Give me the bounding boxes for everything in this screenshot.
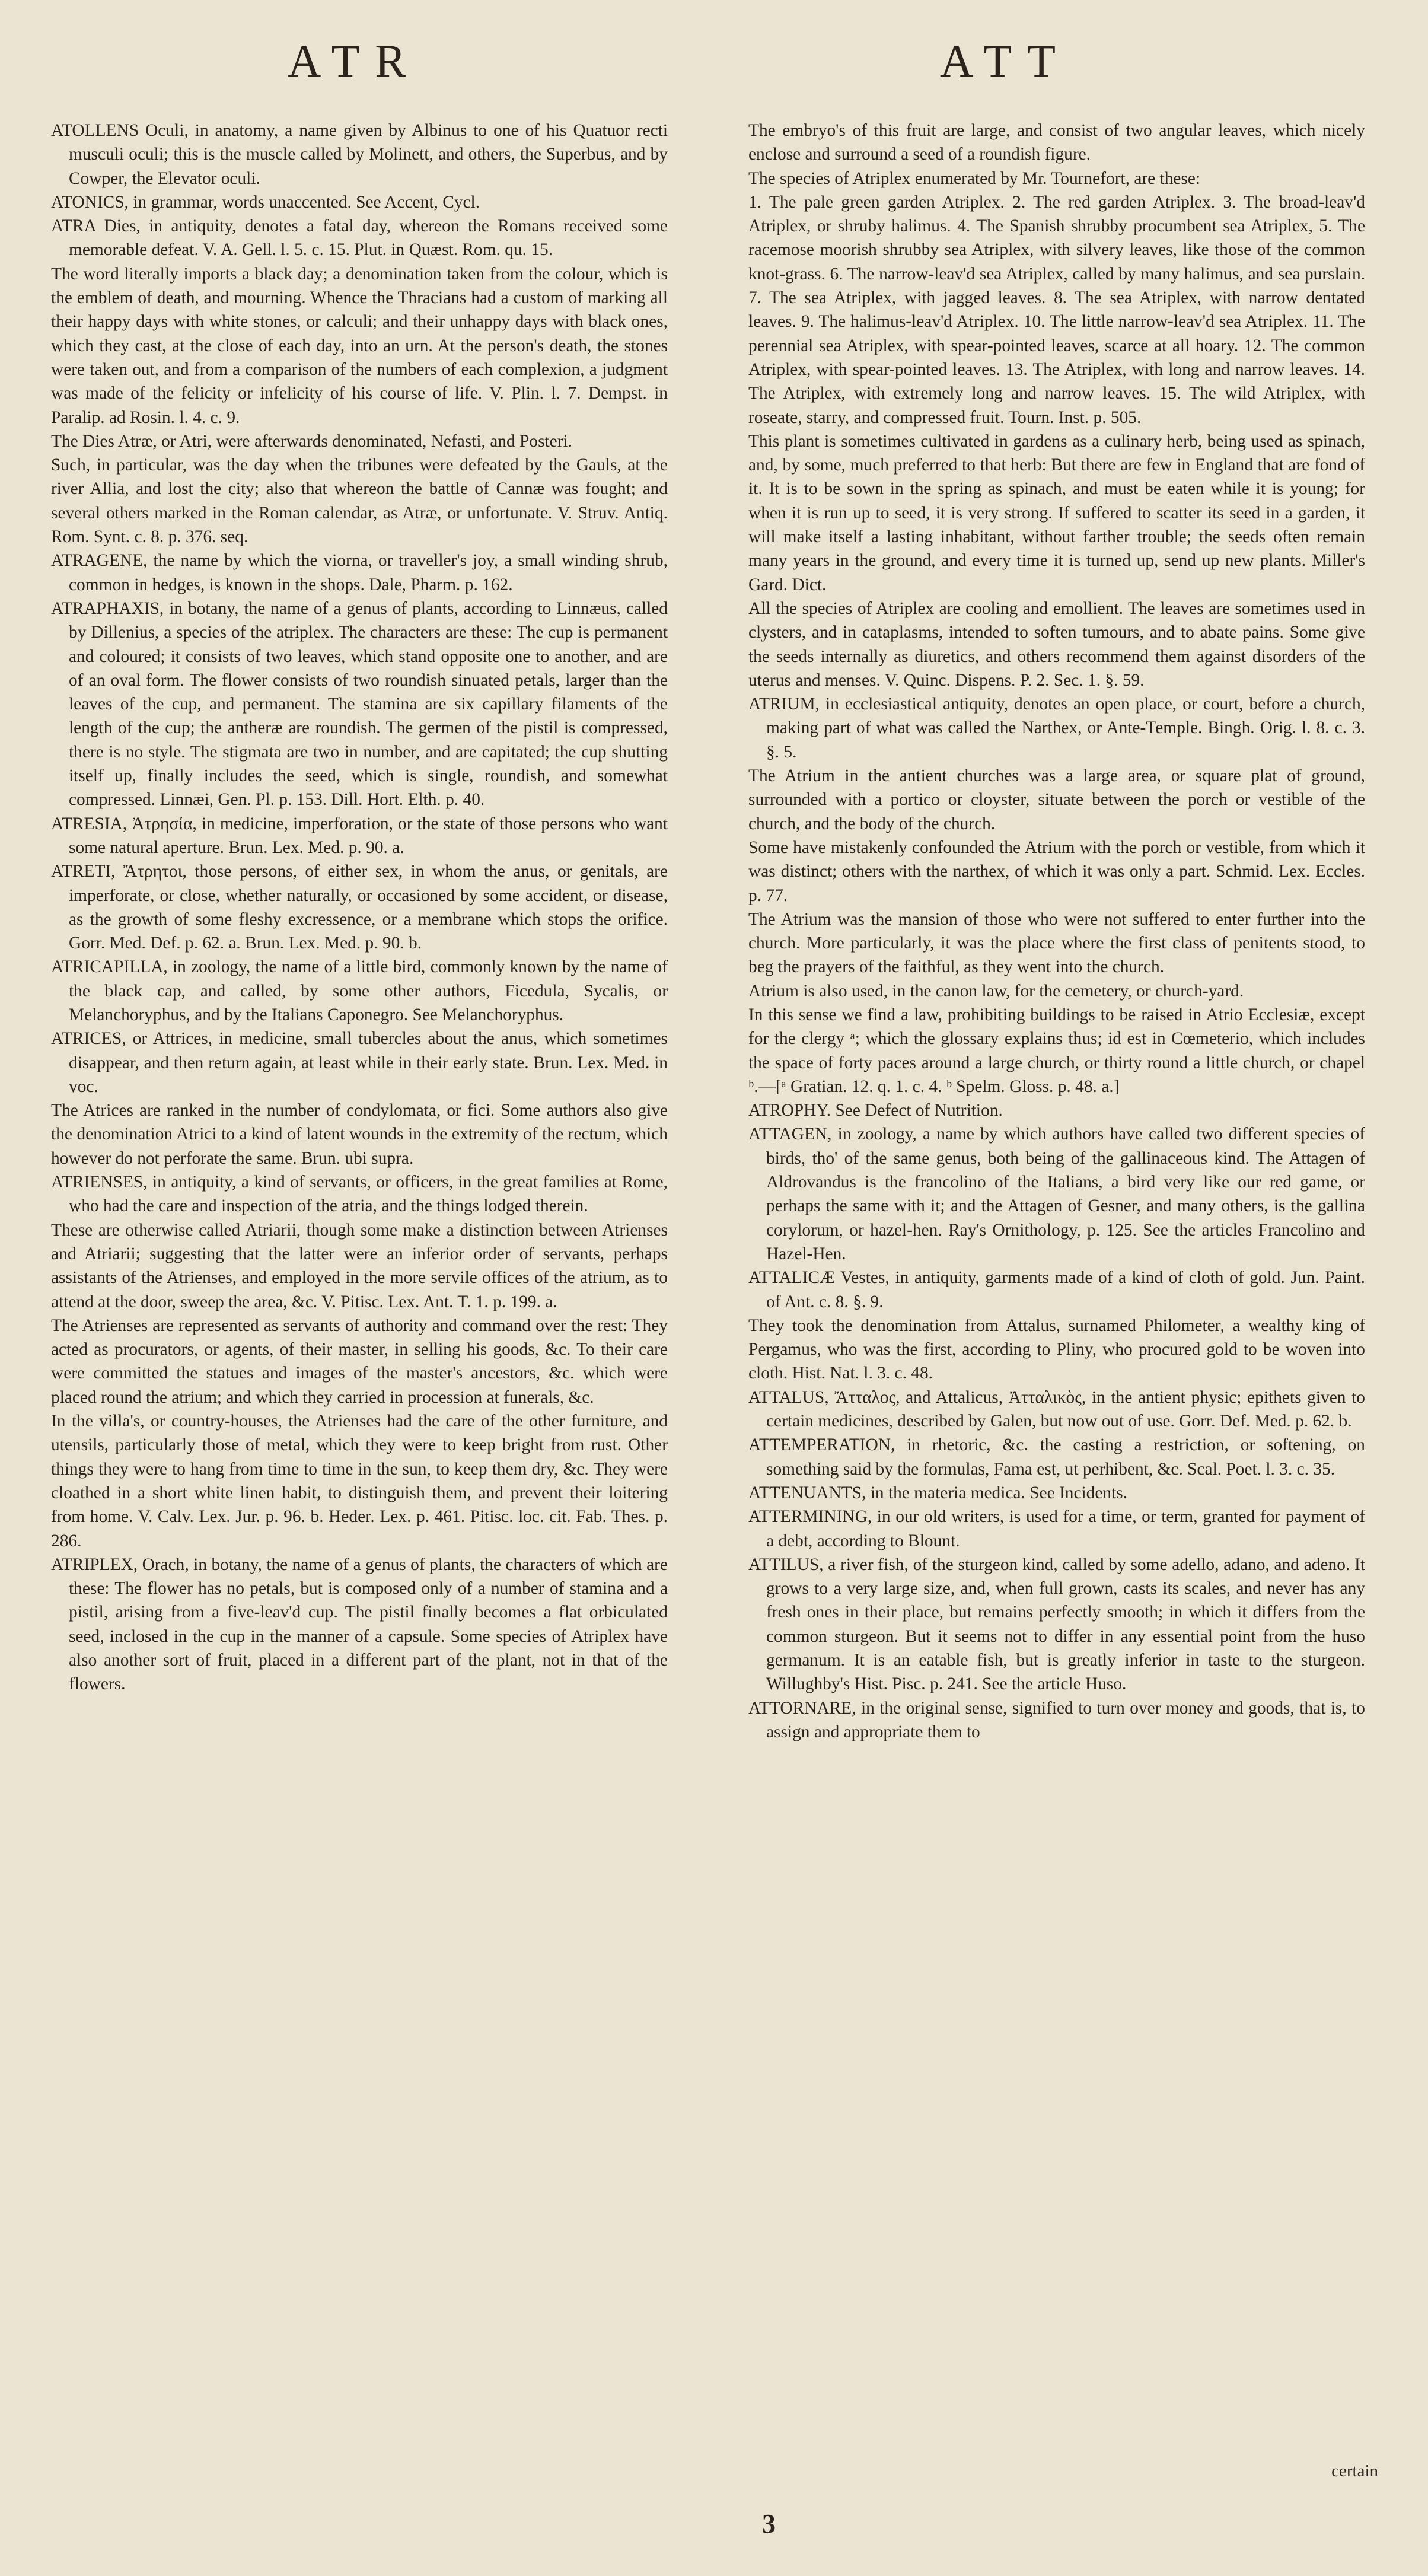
right-column [748, 119, 1365, 1744]
entry-paragraph: The Atrienses are represented as servants of authority and command over the rest: They acted as procurators, or agents, of their master, in selling his goods, &c. To their care were committed the statues and images of the master's ancestors, &c. which were placed round the atrium; and which they carried in procession at funerals, &c. [51, 1316, 668, 1407]
entry-paragraph: Some have mistakenly confounded the Atrium with the porch or vestible, from which it was distinct; others with the narthex, of which it was only a part. Schmid. Lex. Eccles. p. 77. [748, 838, 1365, 905]
dictionary-entry: ATTEMPERATION, in rhetoric, &c. the casting a restriction, or softening, on something said by the formulas, Fama est, ut perhibent, &c. Scal. Poet. l. 3. c. 35. [748, 1435, 1365, 1479]
entry-paragraph: The embryo's of this fruit are large, and consist of two angular leaves, which nicely enclose and surround a seed of a roundish figure. [748, 121, 1365, 164]
entry-paragraph: 1. The pale green garden Atriplex. 2. The red garden Atriplex. 3. The broad-leav'd Atriplex, or shruby halimus. 4. The Spanish shrubby procumbent sea Atriplex, 5. The racemose moorish shrubby sea Atriplex, with silvery leaves, like those of the common knot-grass. 6. The narrow-leav'd sea Atriplex, called by many halimus, and sea purslain. 7. The sea Atriplex, with jagged leaves. 8. The sea Atriplex, with narrow dentated leaves. 9. The halimus-leav'd Atriplex. 10. The little narrow-leav'd sea Atriplex. 11. The perennial sea Atriplex, with spear-pointed leaves, scarce at all hoary. 12. The common Atriplex, with spear-pointed leaves. 13. The Atriplex, with long and narrow leaves. 14. The Atriplex, with extremely long and narrow leaves. 15. The wild Atriplex, with roseate, starry, and compressed fruit. Tourn. Inst. p. 505. [748, 192, 1365, 427]
page-number: 3 [762, 2508, 776, 2539]
dictionary-entry: ATRICAPILLA, in zoology, the name of a little bird, commonly known by the name of the black cap, and called, by some other authors, Ficedula, Sycalis, or Melanchoryphus, and by the Italians Caponegro. See Melanchoryphus. [51, 957, 668, 1024]
entry-paragraph: All the species of Atriplex are cooling and emollient. The leaves are sometimes used in clysters, and in cataplasms, intended to soften tumours, and to abate pains. Some give the seeds internally as diuretics, and others recommend them against disorders of the uterus and menses. V. Quinc. Dispens. P. 2. Sec. 1. §. 59. [748, 598, 1365, 690]
dictionary-entry: ATOLLENS Oculi, in anatomy, a name given by Albinus to one of his Quatuor recti musculi oculi; this is the muscle called by Molinett, and others, the Superbus, and by Cowper, the Elevator oculi. [51, 121, 668, 188]
entry-paragraph: Such, in particular, was the day when the tribunes were defeated by the Gauls, at the river Allia, and lost the city; also that whereon the battle of Cannæ was fought; and several others marked in the Roman calendar, as Atræ, or unfortunate. V. Struv. Antiq. Rom. Synt. c. 8. p. 376. seq. [51, 456, 668, 547]
running-head-left: ATR [288, 35, 422, 87]
entry-paragraph: In this sense we find a law, prohibiting buildings to be raised in Atrio Ecclesiæ, except for the clergy ᵃ; which the glossary explains thus; id est in Cœmeterio, which includes the space of forty paces around a large church, or thirty round a little church, or chapel ᵇ.—[ᵃ Gratian. 12. q. 1. c. 4. ᵇ Spelm. Gloss. p. 48. a.] [748, 1005, 1365, 1096]
entry-paragraph: These are otherwise called Atriarii, though some make a distinction between Atrienses and Atriarii; suggesting that the latter were an inferior order of servants, perhaps assistants of the Atrienses, and employed in the more servile offices of the atrium, as to attend at the door, sweep the area, &c. V. Pitisc. Lex. Ant. T. 1. p. 199. a. [51, 1220, 668, 1311]
entry-paragraph: The Atrium was the mansion of those who were not suffered to enter further into the church. More particularly, it was the place where the first class of penitents stood, to beg the prayers of the faithful, as they went into the church. [748, 909, 1365, 977]
dictionary-entry: ATRETI, Ἄτρητοι, those persons, of either sex, in whom the anus, or genitals, are imperforate, or close, whether naturally, or occasioned by some accident, or disease, as the growth of some fleshy excressence, or a membrane which stops the orifice. Gorr. Med. Def. p. 62. a. Brun. Lex. Med. p. 90. b. [51, 862, 668, 953]
dictionary-entry: ATRAGENE, the name by which the viorna, or traveller's joy, a small winding shrub, common in hedges, is known in the shops. Dale, Pharm. p. 162. [51, 551, 668, 594]
dictionary-entry: ATTERMINING, in our old writers, is used for a time, or term, granted for payment of a debt, according to Blount. [748, 1507, 1365, 1550]
entry-paragraph: The species of Atriplex enumerated by Mr. Tournefort, are these: [748, 168, 1201, 188]
dictionary-entry: ATRIPLEX, Orach, in botany, the name of a genus of plants, the characters of which are these: The flower has no petals, but is composed only of a number of stamina and a pistil, arising from a five-leav'd cup. The pistil finally becomes a flat orbiculated seed, inclosed in the cup in the manner of a capsule. Some species of Atriplex have also another sort of fruit, placed in a different part of the plant, not in that of the flowers. [51, 1555, 668, 1694]
dictionary-entry: ATRAPHAXIS, in botany, the name of a genus of plants, according to Linnæus, called by Dillenius, a species of the atriplex. The characters are these: The cup is permanent and coloured; it consists of two leaves, which stand opposite one to another, and are of an oval form. The flower consists of two roundish sinuated petals, larger than the leaves of the cup, and permanent. The stamina are six capillary filaments of the length of the cup; the antheræ are roundish. The germen of the pistil is compressed, there is no style. The stigmata are two in number, and are capitated; the cup shutting itself up, finally includes the seed, which is single, roundish, and somewhat compressed. Linnæi, Gen. Pl. p. 153. Dill. Hort. Elth. p. 40. [51, 598, 668, 810]
entry-paragraph: Atrium is also used, in the canon law, for the cemetery, or church-yard. [748, 981, 1244, 1001]
entry-paragraph: They took the denomination from Attalus, surnamed Philometer, a wealthy king of Pergamus, who was the first, according to Pliny, who procured gold to be woven into cloth. Hist. Nat. l. 3. c. 48. [748, 1316, 1365, 1383]
dictionary-entry: ATRA Dies, in antiquity, denotes a fatal day, whereon the Romans received some memorable defeat. V. A. Gell. l. 5. c. 15. Plut. in Quæst. Rom. qu. 15. [51, 216, 668, 260]
dictionary-entry: ATRIUM, in ecclesiastical antiquity, denotes an open place, or court, before a church, making part of what was called the Narthex, or Ante-Temple. Bingh. Orig. l. 8. c. 3. §. 5. [748, 695, 1365, 762]
dictionary-entry: ATTALUS, Ἄτταλος, and Attalicus, Ἀτταλικὸς, in the antient physic; epithets given to certain medicines, described by Galen, but now out of use. Gorr. Def. Med. p. 62. b. [748, 1387, 1365, 1431]
dictionary-entry: ATONICS, in grammar, words unaccented. See Accent, Cycl. [51, 192, 480, 212]
dictionary-entry: ATTALICÆ Vestes, in antiquity, garments made of a kind of cloth of gold. Jun. Paint. of Ant. c. 8. §. 9. [748, 1268, 1365, 1311]
dictionary-entry: ATTILUS, a river fish, of the sturgeon kind, called by some adello, adano, and adeno. It grows to a very large size, and, when full grown, casts its scales, and never has any fresh ones in their place, but remains perfectly smooth; in which it differs from the common sturgeon. But it seems not to differ in any essential point from the huso germanum. It is an eatable fish, but is greatly inferior in taste to the sturgeon. Willughby's Hist. Pisc. p. 241. See the article Huso. [748, 1555, 1365, 1694]
entry-paragraph: The Atrices are ranked in the number of condylomata, or fici. Some authors also give the denomination Atrici to a kind of latent wounds in the extremity of the rectum, which however do not perforate the same. Brun. ubi supra. [51, 1101, 668, 1168]
entry-paragraph: In the villa's, or country-houses, the Atrienses had the care of the other furniture, and utensils, particularly those of metal, which they were to keep bright from rust. Other things they were to hang from time to time in the sun, to keep them dry, &c. They were cloathed in a short white linen habit, to distinguish them, and prevent their loitering from home. V. Calv. Lex. Jur. p. 96. b. Heder. Lex. p. 461. Pitisc. loc. cit. Fab. Thes. p. 286. [51, 1412, 668, 1550]
catchword: certain [1331, 2462, 1378, 2481]
entry-paragraph: This plant is sometimes cultivated in gardens as a culinary herb, being used as spinach, and, by some, much preferred to that herb: But there are few in England that are fond of it. It is to be sown in the spring as spinach, and must be eaten while it is young; for when it is run up to seed, it is very strong. If suffered to scatter its seed in a garden, it will make itself a lasting inhabitant, without farther trouble; the seeds often remain many years in the ground, and every time it is turned up, send up new plants. Miller's Gard. Dict. [748, 431, 1365, 594]
dictionary-entry: ATTENUANTS, in the materia medica. See Incidents. [748, 1483, 1128, 1502]
dictionary-entry: ATTORNARE, in the original sense, signified to turn over money and goods, that is, to assign and appropriate them to [748, 1698, 1365, 1741]
dictionary-entry: ATROPHY. See Defect of Nutrition. [748, 1101, 1003, 1120]
left-column [51, 119, 668, 1696]
running-head-right: ATT [940, 35, 1071, 87]
dictionary-entry: ATTAGEN, in zoology, a name by which authors have called two different species of birds, tho' of the same genus, both being of the gallinaceous kind. The Attagen of Aldrovandus is the francolino of the Italians, a bird very like our red game, or perhaps the same with it; and the Attagen of Gesner, and many others, is the gallina corylorum, or hazel-hen. Ray's Ornithology, p. 125. See the articles Francolino and Hazel-Hen. [748, 1125, 1365, 1263]
entry-paragraph: The Dies Atræ, or Atri, were afterwards denominated, Nefasti, and Posteri. [51, 431, 573, 451]
dictionary-entry: ATRICES, or Attrices, in medicine, small tubercles about the anus, which sometimes disappear, and then return again, at least while in their early state. Brun. Lex. Med. in voc. [51, 1029, 668, 1096]
entry-paragraph: The word literally imports a black day; a denomination taken from the colour, which is the emblem of death, and mourning. Whence the Thracians had a custom of marking all their happy days with white stones, or calculi; and their unhappy days with black ones, which they cast, at the close of each day, into an urn. At the person's death, the stones were taken out, and from a comparison of the numbers of each complexion, a judgment was made of the felicity or infelicity of his course of life. V. Plin. l. 7. Dempst. in Paralip. ad Rosin. l. 4. c. 9. [51, 264, 668, 427]
dictionary-entry: ATRESIA, Ἀτρησία, in medicine, imperforation, or the state of those persons who want some natural aperture. Brun. Lex. Med. p. 90. a. [51, 814, 668, 857]
dictionary-entry: ATRIENSES, in antiquity, a kind of servants, or officers, in the great families at Rome, who had the care and inspection of the atria, and the things lodged therein. [51, 1173, 668, 1216]
entry-paragraph: The Atrium in the antient churches was a large area, or square plat of ground, surrounded with a portico or cloyster, situate between the porch or vestible of the church, and the body of the church. [748, 766, 1365, 833]
